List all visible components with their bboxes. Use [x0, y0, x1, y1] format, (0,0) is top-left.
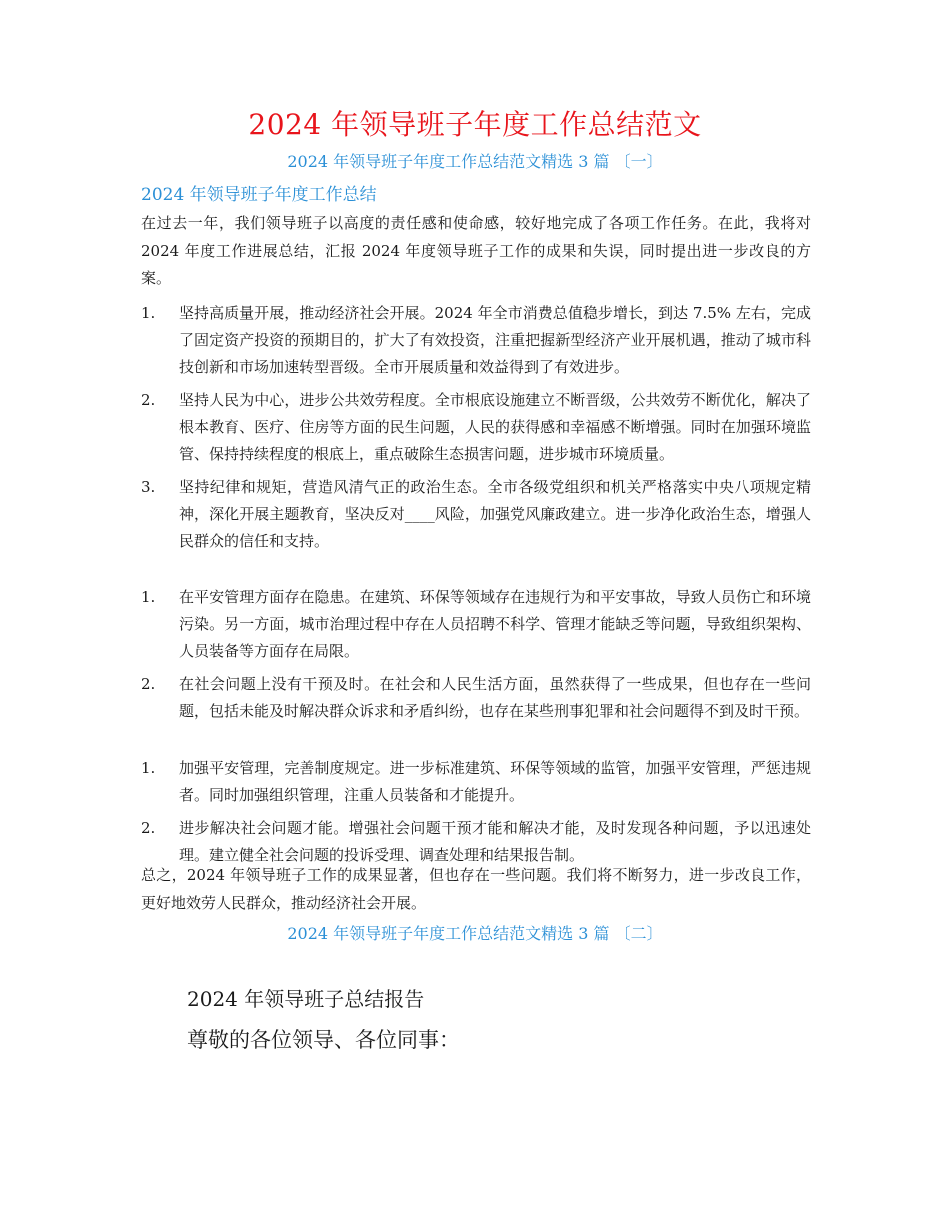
subtitle-part-one: 2024 年领导班子年度工作总结范文精选 3 篇 〔一〕 [287, 152, 663, 171]
document-title: 2024 年领导班子年度工作总结范文 [248, 108, 702, 141]
list-text: 进步解决社会问题才能。增强社会问题干预才能和解决才能，及时发现各种问题，予以迅速处理。建立健全社会问题的投诉受理、调查处理和结果报告制。 [179, 819, 811, 864]
list-item [141, 474, 811, 555]
list-text: 在平安管理方面存在隐患。在建筑、环保等领域存在违规行为和平安事故，导致人员伤亡和环境污染。另一方面，城市治理过程中存在人员招聘不科学、管理才能缺乏等问题，导致组织架构、人员装备等方面存在局限。 [179, 588, 811, 660]
list-item [141, 300, 811, 381]
list-number: 1. [141, 759, 156, 777]
section-heading: 2024 年领导班子年度工作总结 [141, 185, 377, 205]
list-number: 3. [141, 478, 156, 496]
problems-list [141, 584, 811, 731]
report-title: 2024 年领导班子总结报告 [187, 987, 425, 1011]
list-number: 1. [141, 588, 156, 606]
list-text: 坚持高质量开展，推动经济社会开展。2024 年全市消费总值稳步增长，到达 7.5% 左右，完成了固定资产投资的预期目的，扩大了有效投资，注重把握新型经济产业开展机遇，推动了城市科技创新和市场加速转型晋级。全市开展质量和效益得到了有效进步。 [179, 304, 811, 376]
improvements-list [141, 755, 811, 875]
list-item [141, 815, 811, 869]
achievements-list [141, 300, 811, 561]
intro-paragraph: 在过去一年，我们领导班子以高度的责任感和使命感，较好地完成了各项工作任务。在此，我将对 2024 年度工作进展总结，汇报 2024 年度领导班子工作的成果和失误，同时提出进一步改良的方案。 [141, 214, 811, 287]
list-number: 2. [141, 391, 156, 409]
list-text: 在社会问题上没有干预及时。在社会和人民生活方面，虽然获得了一些成果，但也存在一些问题，包括未能及时解决群众诉求和矛盾纠纷，也存在某些刑事犯罪和社会问题得不到及时干预。 [179, 675, 811, 720]
list-item [141, 387, 811, 468]
list-text: 坚持人民为中心，进步公共效劳程度。全市根底设施建立不断晋级，公共效劳不断优化，解决了根本教育、医疗、住房等方面的民生问题，人民的获得感和幸福感不断增强。同时在加强环境监管、保持持续程度的根底上，重点破除生态损害问题，进步城市环境质量。 [179, 391, 811, 463]
list-text: 坚持纪律和规矩，营造风清气正的政治生态。全市各级党组织和机关严格落实中央八项规定精神，深化开展主题教育，坚决反对____风险，加强党风廉政建立。进一步净化政治生态，增强人民群众的信任和支持。 [179, 478, 811, 550]
list-item [141, 671, 811, 725]
conclusion-paragraph: 总之，2024 年领导班子工作的成果显著，但也存在一些问题。我们将不断努力，进一步改良工作，更好地效劳人民群众，推动经济社会开展。 [141, 866, 811, 912]
list-text: 加强平安管理，完善制度规定。进一步标准建筑、环保等领域的监管，加强平安管理，严惩违规者。同时加强组织管理，注重人员装备和才能提升。 [179, 759, 811, 804]
subtitle-part-two: 2024 年领导班子年度工作总结范文精选 3 篇 〔二〕 [287, 924, 663, 943]
list-item [141, 584, 811, 665]
list-number: 2. [141, 819, 156, 837]
greeting-line: 尊敬的各位领导、各位同事： [187, 1028, 460, 1052]
list-number: 2. [141, 675, 156, 693]
list-item [141, 755, 811, 809]
list-number: 1. [141, 304, 156, 322]
